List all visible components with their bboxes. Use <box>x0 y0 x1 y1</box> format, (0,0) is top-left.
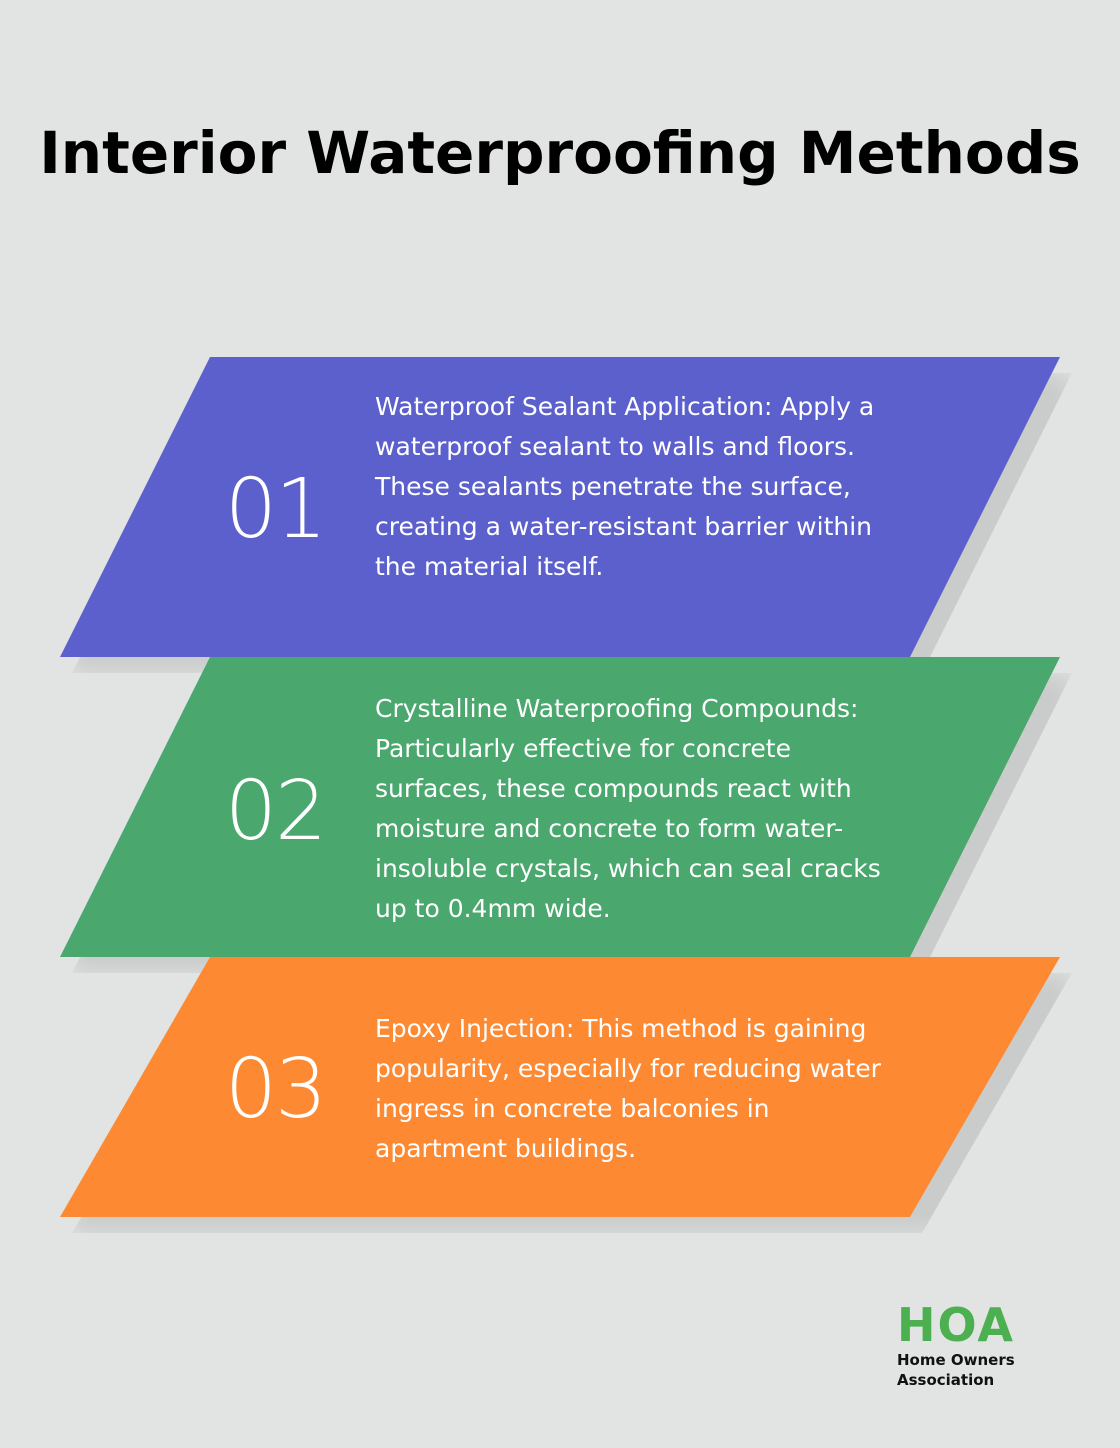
method-card-1 <box>60 357 1060 657</box>
method-card-3 <box>60 957 1060 1217</box>
card-number: 02 <box>224 764 326 859</box>
method-card-2 <box>60 657 1060 957</box>
hoa-logo <box>897 1298 1067 1390</box>
logo-line-1: Home Owners <box>897 1351 1015 1369</box>
card-description: Epoxy Injection: This method is gaining popularity, especially for reducing water ingress in concrete balconies in apartment buildings. <box>375 1014 881 1163</box>
card-number: 01 <box>224 462 326 557</box>
logo-mark: HOA <box>897 1298 1015 1352</box>
card-description: Crystalline Waterproofing Compounds: Particularly effective for concrete surfaces, these compounds react with moisture and concrete to form water-insoluble crystals, which can seal cracks up to 0.4mm wide. <box>375 694 881 923</box>
page-title: Interior Waterproofing Methods <box>39 119 1081 187</box>
card-description: Waterproof Sealant Application: Apply a waterproof sealant to walls and floors. These sealants penetrate the surface, creating a water-resistant barrier within the material itself. <box>375 392 875 581</box>
card-number: 03 <box>224 1042 326 1137</box>
logo-line-2: Association <box>897 1371 995 1389</box>
